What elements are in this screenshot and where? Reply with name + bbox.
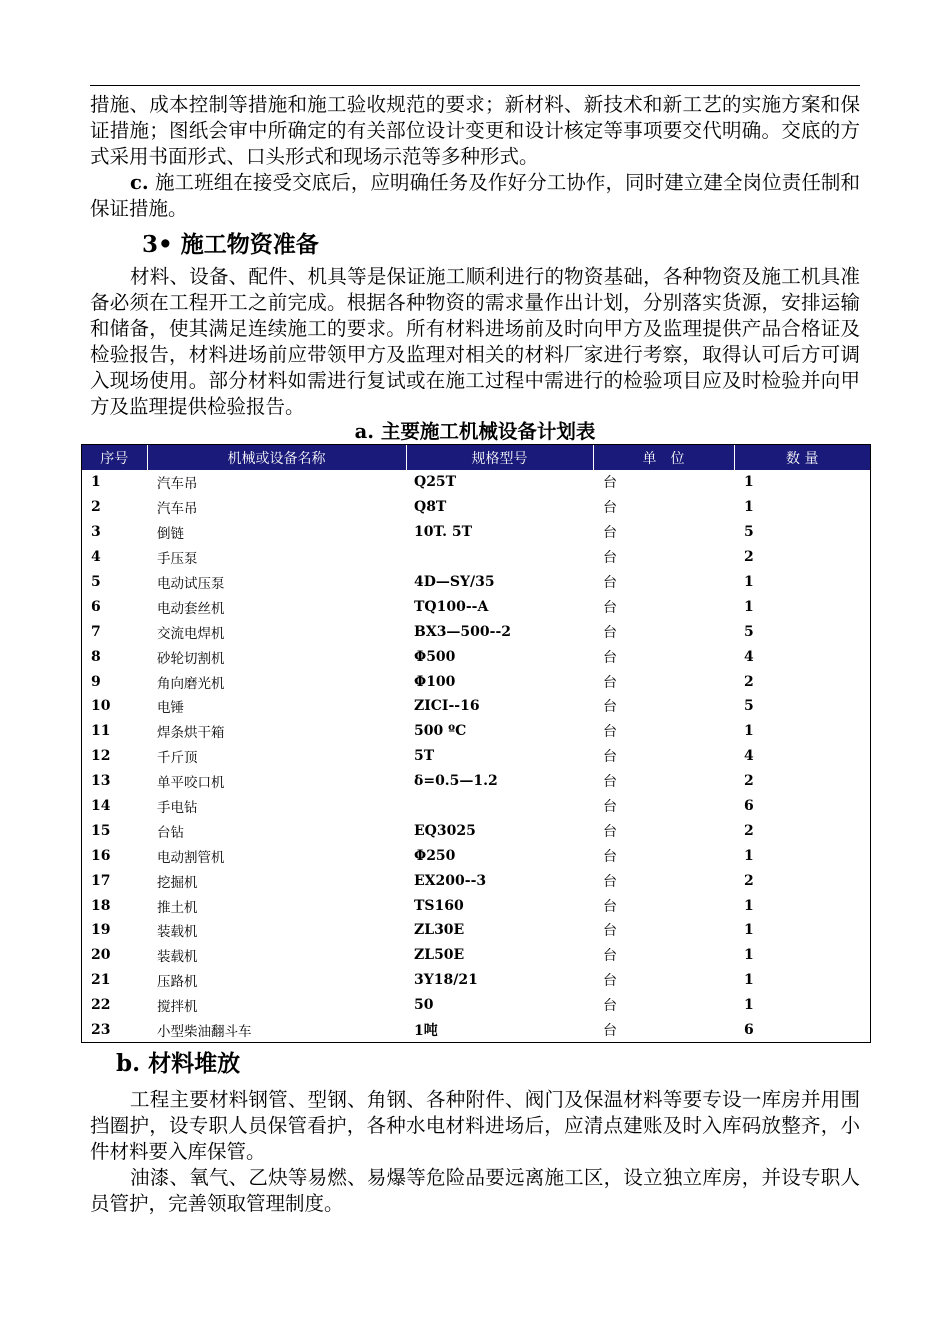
header-spec: 规格型号 [406, 445, 593, 470]
cell-spec: 3Y18/21 [414, 972, 478, 989]
cell-name: 电动割管机 [157, 849, 225, 866]
table-row [82, 769, 870, 794]
header-qty: 数 量 [786, 450, 819, 467]
cell-no: 15 [91, 822, 111, 839]
cell-unit: 台 [603, 500, 617, 517]
cell-no: 23 [91, 1022, 111, 1039]
cell-spec: 50 [414, 997, 434, 1014]
paragraph-continuation: 措施、成本控制等措施和施工验收规范的要求；新材料、新技术和新工艺的实施方案和保证措施；图纸会审中所确定的有关部位设计变更和设计核定等事项要交代明确。交底的方式采用书面形式、口头形式和现场示范等多种形式。 [90, 93, 860, 168]
cell-spec: ZL50E [414, 947, 465, 964]
cell-name: 压路机 [157, 974, 198, 991]
table-row [82, 694, 870, 719]
table-row [82, 495, 870, 520]
cell-spec: EQ3025 [414, 822, 476, 839]
cell-spec: Q25T [414, 474, 457, 491]
cell-no: 20 [91, 947, 111, 964]
cell-no: 18 [91, 897, 111, 914]
cell-unit: 台 [603, 848, 617, 865]
cell-spec: 4D—SY/35 [414, 574, 495, 590]
cell-unit: 台 [603, 749, 617, 766]
cell-qty: 5 [744, 524, 754, 541]
table-row [82, 794, 870, 819]
table-row [82, 868, 870, 893]
table-row [82, 644, 870, 669]
cell-unit: 台 [603, 774, 617, 791]
table-row [82, 968, 870, 993]
cell-qty: 1 [744, 499, 754, 516]
equipment-table-wrapper [81, 444, 871, 1043]
cell-unit: 台 [603, 1023, 617, 1040]
cell-unit: 台 [603, 699, 617, 716]
cell-no: 9 [91, 673, 101, 690]
cell-spec [406, 545, 593, 570]
cell-spec: BX3—500--2 [414, 623, 512, 640]
cell-qty: 1 [744, 474, 754, 491]
cell-name: 电动试压泵 [157, 576, 225, 592]
table-row [82, 918, 870, 943]
item-c-text: 施工班组在接受交底后，应明确任务及作好分工协作，同时建立建全岗位责任制和保证措施。 [90, 171, 860, 220]
cell-name: 小型柴油翻斗车 [157, 1024, 252, 1041]
cell-name: 推土机 [157, 899, 198, 916]
table-row [82, 594, 870, 619]
cell-no: 5 [91, 574, 101, 590]
cell-spec: TQ100--A [414, 598, 489, 615]
equipment-table [82, 445, 870, 1042]
cell-no: 17 [91, 872, 111, 889]
cell-no: 3 [91, 524, 101, 541]
cell-no: 1 [91, 474, 101, 491]
table-row [82, 520, 870, 545]
cell-qty: 1 [744, 922, 754, 939]
cell-qty: 1 [744, 574, 754, 590]
cell-unit: 台 [603, 898, 617, 915]
table-row [82, 993, 870, 1018]
cell-qty: 1 [744, 598, 754, 615]
cell-name: 装载机 [157, 924, 198, 941]
cell-name: 角向磨光机 [157, 675, 225, 692]
cell-unit: 台 [603, 873, 617, 890]
cell-name: 电动套丝机 [157, 600, 225, 617]
cell-unit: 台 [603, 823, 617, 840]
cell-name: 挖掘机 [157, 874, 198, 891]
cell-name: 手压泵 [157, 551, 198, 568]
cell-unit: 台 [603, 973, 617, 990]
table-row [82, 943, 870, 968]
cell-qty: 4 [744, 748, 754, 765]
cell-qty: 5 [744, 623, 754, 640]
cell-no: 2 [91, 499, 101, 516]
cell-unit: 台 [603, 923, 617, 940]
cell-unit: 台 [603, 624, 617, 641]
table-body [82, 470, 870, 1042]
cell-no: 10 [91, 698, 111, 715]
cell-spec: 5T [414, 748, 435, 765]
cell-name: 搅拌机 [157, 999, 198, 1016]
cell-name: 单平咬口机 [157, 775, 225, 792]
cell-no: 7 [91, 623, 101, 640]
cell-spec: Q8T [414, 499, 447, 516]
item-c-label: c. [130, 171, 149, 194]
cell-qty: 6 [744, 1022, 754, 1039]
cell-spec: Φ100 [414, 673, 456, 690]
table-row [82, 1018, 870, 1043]
cell-unit: 台 [603, 575, 617, 591]
cell-name: 砂轮切割机 [157, 650, 225, 667]
cell-spec [406, 794, 593, 819]
cell-spec: ZICI--16 [414, 698, 480, 715]
header-unit: 单 位 [593, 445, 734, 470]
section-3-heading: 3• 施工物资准备 [142, 231, 319, 258]
cell-qty: 2 [744, 673, 754, 690]
section-b-paragraph-1: 工程主要材料钢管、型钢、角钢、各种附件、阀门及保温材料等要专设一库房并用围挡圈护，设专职人员保管看护，各种水电材料进场后，应清点建账及时入库码放整齐，小件材料要入库保管。 [90, 1088, 860, 1164]
cell-qty: 2 [744, 822, 754, 839]
cell-unit: 台 [603, 724, 617, 741]
cell-name: 手电钻 [157, 800, 198, 817]
cell-spec: Φ250 [414, 847, 456, 864]
cell-unit: 台 [603, 525, 617, 542]
cell-qty: 1 [744, 947, 754, 964]
cell-unit: 台 [603, 799, 617, 816]
table-row [82, 545, 870, 570]
section-b-heading: b. 材料堆放 [116, 1050, 241, 1078]
cell-spec: TS160 [414, 897, 464, 914]
cell-no: 8 [91, 648, 101, 665]
cell-spec: 10T. 5T [414, 524, 473, 541]
cell-name: 汽车吊 [157, 476, 198, 493]
cell-no: 16 [91, 847, 111, 864]
cell-spec: Φ500 [414, 648, 456, 665]
header-no: 序号 [82, 445, 147, 470]
cell-name: 倒链 [157, 526, 184, 543]
cell-no: 19 [91, 922, 111, 939]
cell-no: 4 [91, 549, 101, 566]
cell-unit: 台 [603, 948, 617, 965]
cell-spec: δ=0.5—1.2 [414, 773, 498, 790]
item-c-paragraph [90, 170, 860, 222]
cell-qty: 1 [744, 997, 754, 1014]
cell-unit: 台 [603, 550, 617, 567]
cell-no: 22 [91, 997, 111, 1014]
table-row [82, 719, 870, 744]
cell-unit: 台 [603, 475, 617, 492]
cell-name: 焊条烘干箱 [157, 725, 225, 742]
cell-spec: EX200--3 [414, 872, 487, 889]
section-b-paragraph-2: 油漆、氧气、乙炔等易燃、易爆等危险品要远离施工区，设立独立库房，并设专职人员管护，完善领取管理制度。 [90, 1166, 860, 1216]
document-body [90, 92, 860, 1217]
cell-qty: 1 [744, 897, 754, 914]
cell-name: 千斤顶 [157, 750, 198, 767]
cell-qty: 1 [744, 847, 754, 864]
cell-no: 13 [91, 773, 111, 790]
cell-qty: 4 [744, 648, 754, 665]
cell-unit: 台 [603, 998, 617, 1015]
cell-qty: 2 [744, 872, 754, 889]
cell-name: 汽车吊 [157, 501, 198, 518]
cell-qty: 2 [744, 549, 754, 566]
cell-name: 电锤 [157, 700, 184, 717]
table-row [82, 818, 870, 843]
table-row [82, 744, 870, 769]
cell-no: 14 [91, 798, 111, 815]
cell-spec: 500 ºC [414, 723, 467, 740]
cell-unit: 台 [603, 599, 617, 616]
cell-name: 交流电焊机 [157, 625, 225, 642]
cell-no: 21 [91, 972, 111, 989]
cell-no: 12 [91, 748, 111, 765]
cell-spec: 1吨 [414, 1023, 438, 1040]
cell-unit: 台 [603, 649, 617, 666]
table-row [82, 669, 870, 694]
cell-qty: 5 [744, 698, 754, 715]
table-row [82, 570, 870, 595]
section-3-paragraph: 材料、设备、配件、机具等是保证施工顺利进行的物资基础，各种物资及施工机具准备必须在工程开工之前完成。根据各种物资的需求量作出计划，分别落实货源，安排运输和储备，使其满足连续施工的要求。所有材料进场前及时向甲方及监理提供产品合格证及检验报告，材料进场前应带领甲方及监理对相关的材料厂家进行考察，取得认可后方可调入现场使用。部分材料如需进行复试或在施工过程中需进行的检验项目应及时检验并向甲方及监理提供检验报告。 [90, 265, 860, 418]
cell-qty: 1 [744, 723, 754, 740]
cell-qty: 1 [744, 972, 754, 989]
cell-qty: 2 [744, 773, 754, 790]
table-row [82, 893, 870, 918]
table-row [82, 470, 870, 495]
cell-name: 装载机 [157, 949, 198, 966]
header-name: 机械或设备名称 [147, 445, 406, 470]
cell-spec: ZL30E [414, 922, 465, 939]
cell-no: 11 [91, 723, 111, 740]
table-caption: a. 主要施工机械设备计划表 [354, 420, 596, 443]
table-row [82, 619, 870, 644]
table-header-row [82, 445, 870, 470]
table-row [82, 843, 870, 868]
top-rule [90, 85, 860, 86]
cell-name: 台钻 [157, 824, 184, 841]
cell-unit: 台 [603, 674, 617, 691]
cell-qty: 6 [744, 798, 754, 815]
cell-no: 6 [91, 598, 101, 615]
